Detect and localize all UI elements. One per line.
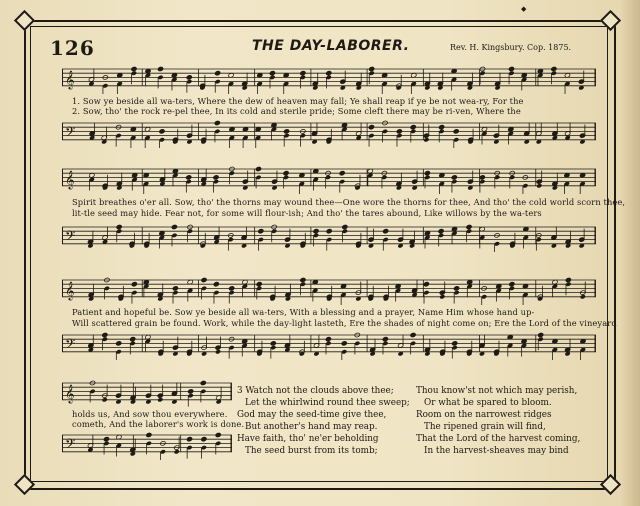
note-head: [186, 175, 192, 180]
verse-line: God may the seed-time give thee,: [237, 410, 387, 420]
note-head: [423, 137, 429, 142]
lyric-line: cometh, And the laborer's work is done.: [72, 419, 245, 429]
note-head: [284, 129, 290, 134]
lyric-line: 2. Sow, tho' the rock re-pel thee, In its cold and sterile pride; Some cleft there may be ri-ven, Where the: [72, 106, 521, 116]
note-head: [255, 166, 261, 171]
note-head: [326, 229, 332, 234]
note-head: [451, 175, 457, 180]
note-head: [396, 129, 402, 134]
note-head: [213, 282, 219, 287]
note-head: [326, 71, 332, 76]
note-head: [341, 341, 347, 346]
treble-clef: 𝄞: [65, 69, 75, 89]
note-head: [453, 286, 459, 291]
note-head: [410, 125, 416, 130]
note-head: [313, 229, 319, 234]
note-head: [157, 397, 163, 402]
note-head: [256, 282, 262, 287]
bass-staff: [62, 222, 596, 252]
note-head: [382, 337, 388, 342]
note-head: [438, 229, 444, 234]
note-head: [453, 129, 459, 134]
lyric-line: holds us, And sow thou everywhere.: [72, 409, 228, 419]
treble-clef: 𝄞: [65, 280, 75, 300]
note-head: [131, 282, 137, 287]
note-head: [383, 229, 389, 234]
hymn-title: THE DAY-LABORER.: [252, 38, 410, 54]
note-head: [215, 432, 221, 437]
note-head: [369, 66, 375, 71]
bass-clef: 𝄢: [65, 227, 76, 247]
note-head: [368, 125, 374, 130]
book-gutter: [618, 0, 640, 506]
bass-staff: [62, 330, 596, 360]
note-head: [174, 449, 180, 454]
note-head: [116, 341, 122, 346]
note-head: [258, 229, 264, 234]
note-head: [439, 125, 445, 130]
verse-three: [237, 385, 410, 457]
note-head: [580, 294, 586, 299]
verse-three-continued: [416, 385, 580, 457]
verse-line: But another's hand may reap.: [245, 422, 378, 432]
treble-staff: [62, 378, 232, 408]
note-head: [325, 337, 331, 342]
note-head: [538, 332, 544, 337]
note-head: [300, 277, 306, 282]
note-head: [508, 66, 514, 71]
bass-clef: 𝄢: [65, 335, 76, 355]
note-head: [339, 171, 345, 176]
note-head: [215, 71, 221, 76]
note-head: [172, 286, 178, 291]
note-head: [342, 224, 348, 229]
note-head: [509, 282, 515, 287]
lyric-line: Patient and hopeful be. Sow ye beside all wa-ters, With a blessing and a prayer, Name Him whose hand up-: [72, 307, 535, 317]
note-head: [103, 437, 109, 442]
note-head: [116, 224, 122, 229]
note-head: [200, 380, 206, 385]
note-head: [565, 277, 571, 282]
note-head: [479, 175, 485, 180]
treble-staff: [62, 275, 596, 305]
note-head: [201, 437, 207, 442]
treble-staff: [62, 64, 596, 94]
treble-clef: 𝄞: [65, 383, 75, 403]
note-head: [215, 349, 221, 354]
note-head: [300, 71, 306, 76]
note-head: [159, 129, 165, 134]
verse-line: Room on the narrowest ridges: [416, 410, 552, 420]
lyric-line: 1. Sow ye beside all wa-ters, Where the dew of heaven may fall; Ye shall reap if ye be not wea-ry, For the: [72, 96, 524, 106]
verse-line: Or what be spared to bloom.: [424, 398, 552, 408]
note-head: [102, 332, 108, 337]
verse-line: That the Lord of the harvest coming,: [416, 434, 581, 444]
note-head: [130, 337, 136, 342]
verse-line: 3 Watch not the clouds above thee;: [237, 386, 394, 396]
page-number: 126: [50, 36, 95, 60]
note-head: [452, 341, 458, 346]
note-head: [188, 389, 194, 394]
note-head: [157, 66, 163, 71]
note-head: [410, 332, 416, 337]
bass-clef: 𝄢: [65, 435, 76, 455]
lyric-line: Will scattered grain be found. Work, while the day-light lasteth, Ere the shades of night come on; Ere the Lord of the vineyard: [72, 318, 617, 328]
note-head: [466, 224, 472, 229]
treble-clef: 𝄞: [65, 169, 75, 189]
note-head: [131, 66, 137, 71]
note-head: [424, 171, 430, 176]
verse-line: The ripened grain will find,: [424, 422, 546, 432]
note-head: [213, 175, 219, 180]
verse-line: Thou know'st not which may perish,: [416, 386, 578, 396]
note-head: [171, 224, 177, 229]
note-head: [214, 120, 220, 125]
verse-line: Let the whirlwind round thee sweep;: [245, 398, 410, 408]
note-head: [269, 71, 275, 76]
verse-line: Have faith, tho' ne'er beholding: [237, 434, 379, 444]
bass-clef: 𝄢: [65, 123, 76, 143]
note-head: [283, 171, 289, 176]
note-head: [102, 397, 108, 402]
verse-line: In the harvest-sheaves may bind: [424, 446, 569, 456]
note-head: [423, 282, 429, 287]
note-head: [439, 294, 445, 299]
treble-staff: [62, 164, 596, 194]
lyric-line: Spirit breathes o'er all. Sow, tho' the thorns may wound thee—One wore the thorns for thee, And tho' the cold world scorn thee,: [72, 197, 626, 207]
note-head: [536, 183, 542, 188]
bass-staff: [62, 118, 596, 148]
print-mark: ◆: [521, 5, 527, 13]
note-head: [186, 75, 192, 80]
note-head: [270, 341, 276, 346]
verse-line: The seed burst from its tomb;: [245, 446, 378, 456]
note-head: [146, 432, 152, 437]
author-credit: Rev. H. Kingsbury. Cop. 1875.: [450, 43, 572, 52]
note-head: [186, 437, 192, 442]
bass-staff: [62, 430, 232, 460]
note-head: [201, 277, 207, 282]
note-head: [229, 286, 235, 291]
note-head: [551, 66, 557, 71]
lyric-line: lit-tle seed may hide. Fear not, for some will flour-ish; And tho' the tares abound, Like willows by the wa-ters: [72, 208, 542, 218]
